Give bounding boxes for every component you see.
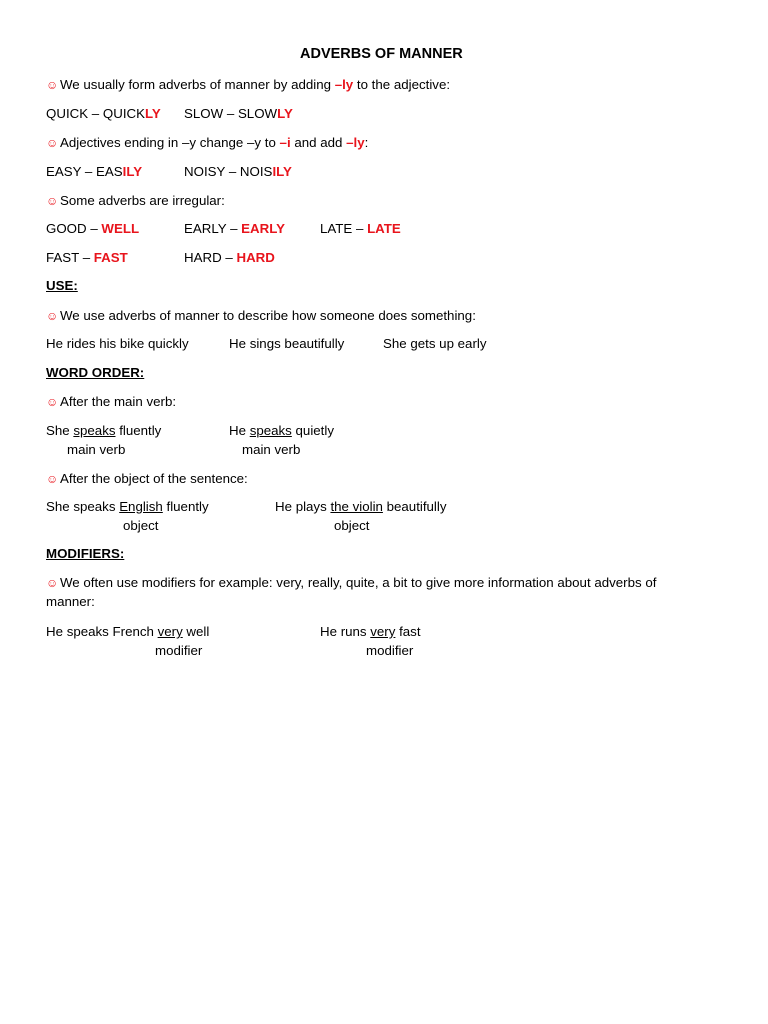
modifier-example-2-label: modifier — [366, 643, 414, 658]
object-example-2-label: object — [334, 518, 370, 533]
irregular-fast: FAST – FAST — [46, 250, 128, 265]
example-easy: EASY – EASILY — [46, 164, 143, 179]
modifiers-text-line-2: manner: — [46, 594, 95, 609]
verb-example-1-label: main verb — [67, 442, 126, 457]
object-example-1-label: object — [123, 518, 159, 533]
smiley-icon: ☺ — [46, 472, 59, 486]
object-example-2: He plays the violin beautifully — [275, 499, 447, 514]
rule-3: ☺ Some adverbs are irregular: — [46, 193, 225, 208]
example-slow: SLOW – SLOWLY — [184, 106, 293, 121]
use-example-2: He sings beautifully — [229, 336, 345, 351]
verb-example-2: He speaks quietly — [229, 423, 334, 438]
page-title: ADVERBS OF MANNER — [300, 46, 463, 62]
irregular-hard: HARD – HARD — [184, 250, 275, 265]
rule-2: ☺ Adjectives ending in –y change –y to –i and add –ly: — [46, 135, 369, 150]
smiley-icon: ☺ — [46, 136, 59, 150]
irregular-early: EARLY – EARLY — [184, 221, 286, 236]
modifier-example-2: He runs very fast — [320, 624, 421, 639]
smiley-icon: ☺ — [46, 194, 59, 208]
use-example-3: She gets up early — [383, 336, 487, 351]
heading-word-order: WORD ORDER: — [46, 365, 145, 380]
smiley-icon: ☺ — [46, 78, 59, 92]
modifier-example-1: He speaks French very well — [46, 624, 210, 639]
irregular-good: GOOD – WELL — [46, 221, 140, 236]
smiley-icon: ☺ — [46, 576, 59, 590]
word-order-rule-1: ☺ After the main verb: — [46, 394, 177, 409]
use-text: ☺ We use adverbs of manner to describe how someone does something: — [46, 308, 476, 323]
heading-use: USE: — [46, 278, 78, 293]
rule-1: ☺ We usually form adverbs of manner by adding –ly to the adjective: — [46, 77, 451, 92]
use-example-1: He rides his bike quickly — [46, 336, 189, 351]
example-quick: QUICK – QUICKLY — [46, 106, 161, 121]
word-order-rule-2: ☺ After the object of the sentence: — [46, 471, 248, 486]
smiley-icon: ☺ — [46, 309, 59, 323]
heading-modifiers: MODIFIERS: — [46, 546, 125, 561]
irregular-late: LATE – LATE — [320, 221, 401, 236]
smiley-icon: ☺ — [46, 395, 59, 409]
verb-example-1: She speaks fluently — [46, 423, 162, 438]
verb-example-2-label: main verb — [242, 442, 301, 457]
modifiers-text-line-1: ☺ We often use modifiers for example: very, really, quite, a bit to give more information about adverbs of — [46, 575, 657, 590]
object-example-1: She speaks English fluently — [46, 499, 209, 514]
modifier-example-1-label: modifier — [155, 643, 203, 658]
example-noisy: NOISY – NOISILY — [184, 164, 292, 179]
